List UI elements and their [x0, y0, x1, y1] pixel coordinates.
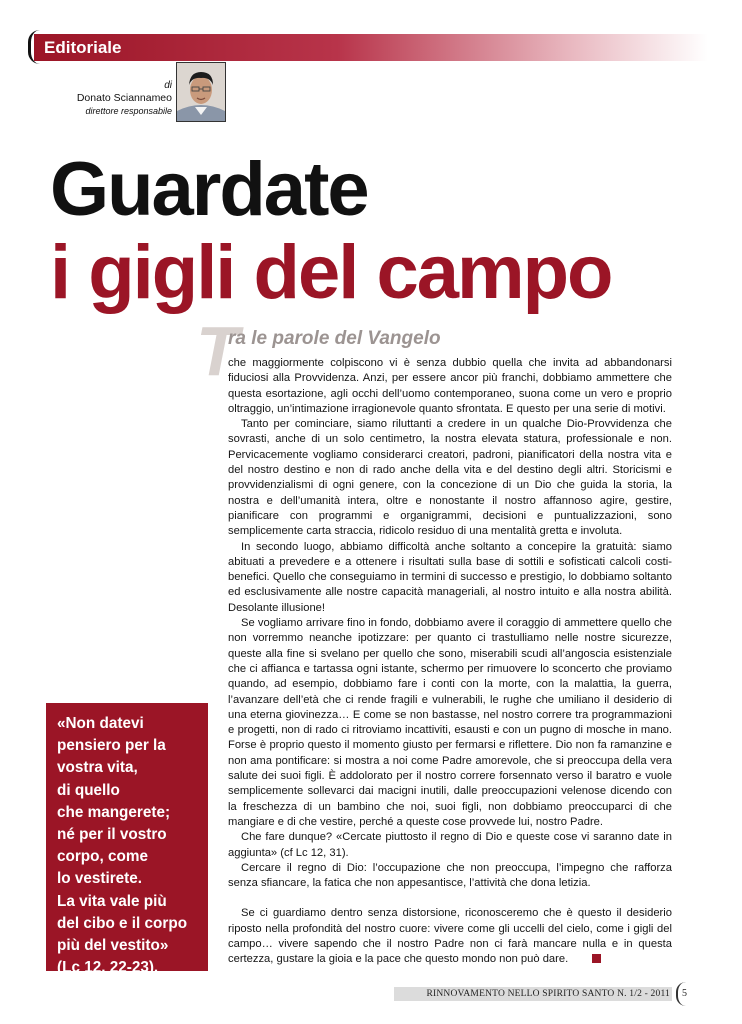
article-title-line-1: Guardate — [50, 147, 368, 232]
body-paragraph: che maggiormente colpiscono vi è senza dubbio quella che invita ad abbandonarsi fiduciosi alla Provvidenza. Anzi, per essere ancor più franchi, dobbiamo ammettere che questa esortazione, agli occhi dell’uomo contemporaneo, suona come un vero e proprio oltraggio, un’intimazione irragionevole quanto sfrontata. E questo per una serie di motivi. — [228, 357, 672, 415]
pull-quote-box — [46, 703, 208, 977]
footer-running-title — [426, 988, 670, 1000]
section-header-band — [34, 34, 708, 61]
author-block — [12, 80, 172, 117]
page-number: 5 — [682, 988, 687, 999]
drop-cap: T — [196, 312, 239, 390]
section-label: Editoriale — [44, 38, 122, 57]
author-name: Donato Sciannameo — [76, 92, 172, 104]
author-portrait-icon — [176, 62, 226, 122]
body-paragraph: Se vogliamo arrivare fino in fondo, dobbiamo avere il coraggio di ammettere quello che non vorremmo neanche ipotizzare: per quanto ci trastulliamo nelle nostre sicurezze, queste alla fine si svelano per quello che sono, miserabili scudi all’angoscia esistenziale che ci affianca e tartassa ogni istante, schermo per rimuovere lo sconcerto che proviamo quando, ad esempio, dobbiamo fare i conti con la morte, con la malattia, la guerra, l’avanzare dell’età che ci rende fragili e vulnerabili, le rughe che umiliano il desiderio di una eterna giovinezza… E come se non bastasse, nel nostro correre tra programmazioni e progetti, non di rado ci ritroviamo incattiviti, esausti e con un pugno di mosche in mano. Forse è proprio questo il momento giusto per fermarsi e riflettere. Dio non fa ramanzine e non ama pontificare: si mostra a noi come Padre amorevole, che si preoccupa della vera salute dei suoi figli. È addolorato per il nostro correre forsennato verso il baratro e vuole semplicemente sollevarci dai macigni inutili, dalle preoccupazioni velenose dicendo con la freschezza di un bambino che noi, suoi figli, non dobbiamo preoccuparci di che mangiare e di che vestire, perché a queste cose provvede lui, nostro Padre. — [228, 617, 672, 828]
section-bracket-decoration — [28, 30, 45, 64]
article-title-line-2: i gigli del campo — [50, 230, 612, 315]
author-prefix: di — [164, 80, 172, 91]
body-paragraph-last-text: Se ci guardiamo dentro senza distorsione, riconosceremo che è questo il desiderio riposto nella profondità del nostro cuore: vivere come gli uccelli del cielo, come i gigli del campo… vivere sapendo che il nostro Padre non ci farà mancare nulla e in questa certezza, gustare la gioia e la pace che questo mondo non può dare. — [228, 907, 672, 966]
footer-magazine-name: RINNOVAMENTO NELLO SPIRITO SANTO — [426, 989, 615, 999]
lead-text: ra le parole del Vangelo — [228, 328, 441, 349]
end-square-icon — [592, 954, 601, 963]
body-paragraph: In secondo luogo, abbiamo difficoltà anche soltanto a concepire la gratuità: siamo abituati a prevedere e a ottenere i risultati sulla base di sottili e sofisticati calcoli costi-benefici. Quello che conseguiamo in termini di successo e prestigio, lo dobbiamo soltanto ed esclusivamente alle nostre capacità manageriali, al nostro intuito e alla nostra abilità. Desolante illusione! — [228, 540, 672, 614]
body-paragraph: Tanto per cominciare, siamo riluttanti a credere in un qualche Dio-Provvidenza che sovrasti, anche di un solo centimetro, la nostra elevata statura, professionale e non. Pervicacemente vogliamo considerarci creatori, padroni, pianificatori della nostra vita e del nostro destino e non di rado anche della vita e del destino degli altri. Storicismi e provvidenzialismi di ogni genere, con la concezione di un Dio che guida la storia, la nostra e dell’umanità intera, oltre e nonostante il nostro affannoso agire, gestire, pianificare con programmi e organigrammi, decisioni e puntualizzazioni, sono semplicemente carta straccia, ridicolo residuo di una mentalità gretta e involuta. — [228, 418, 672, 538]
body-paragraph: Cercare il regno di Dio: l’occupazione che non preoccupa, l’impegno che rafforza senza sfiancare, la fatica che non appesantisce, l’attività che dona letizia. — [228, 861, 672, 890]
body-paragraph-last — [228, 906, 672, 967]
pull-quote-text: «Non datevi pensiero per la vostra vita, di quello che mangerete; né per il vostro corpo, come lo vestirete. La vita vale più del cibo e il corpo più del vestito» (Lc 12, 22-23). — [57, 715, 188, 977]
author-role: direttore responsabile — [85, 106, 172, 116]
body-paragraph: Che fare dunque? «Cercate piuttosto il regno di Dio e queste cose vi saranno date in aggiunta» (cf Lc 12, 31). — [228, 831, 672, 859]
footer-issue: N. 1/2 - 2011 — [617, 989, 670, 999]
article-body — [228, 356, 672, 968]
